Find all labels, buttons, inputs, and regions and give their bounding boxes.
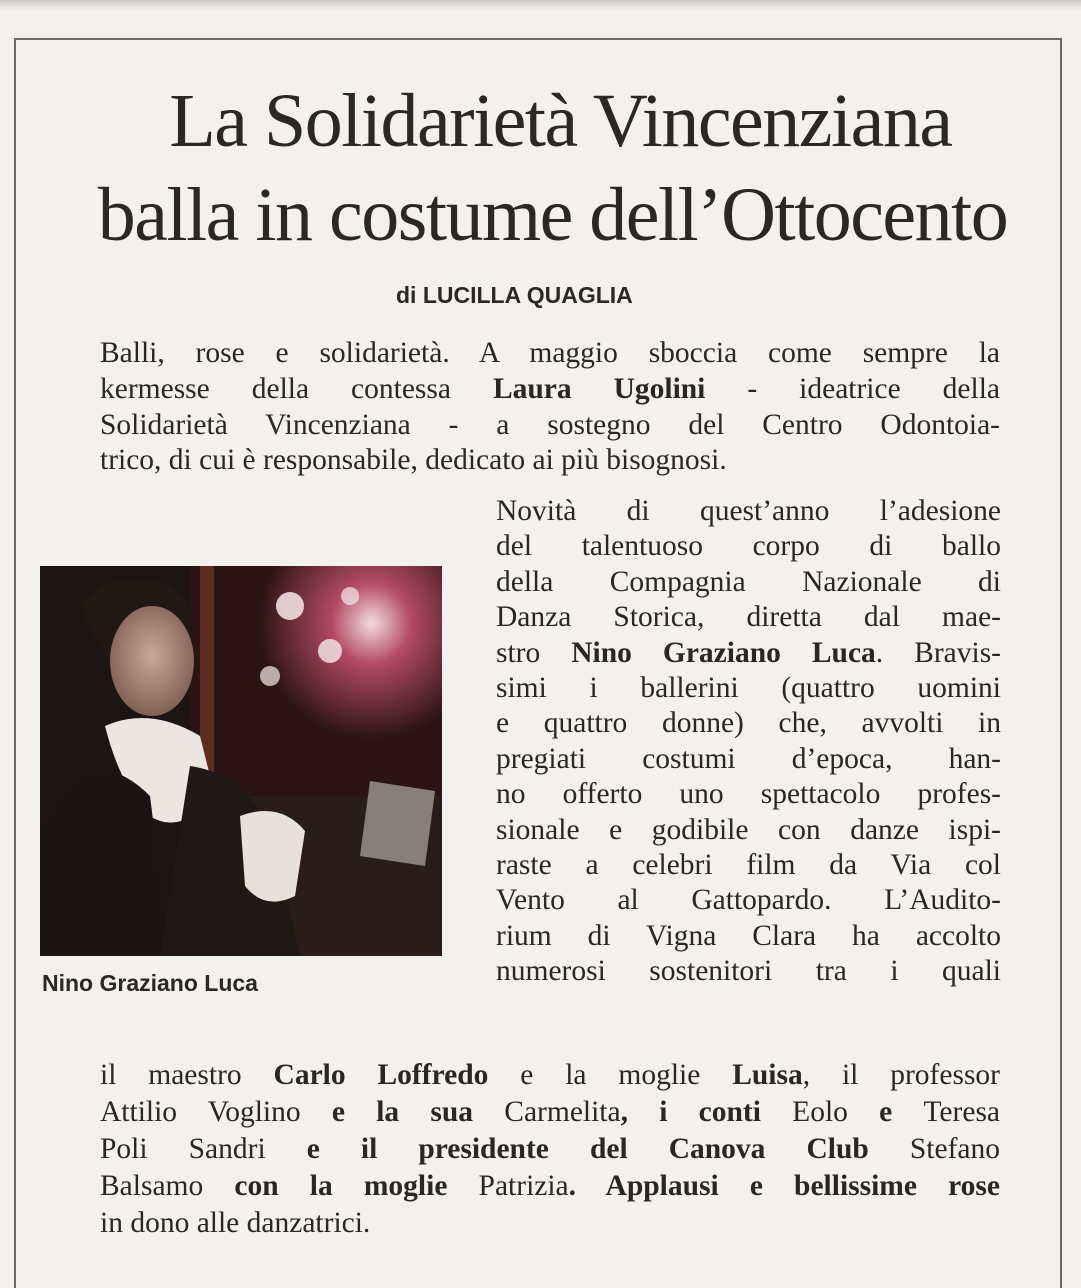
closing-line xyxy=(100,1169,1000,1206)
closing-line xyxy=(100,1132,1000,1169)
bold-name: Laura Ugolini xyxy=(492,372,706,405)
intro-line xyxy=(100,372,1000,408)
text-run: Solidarietà Vincenziana - a sostegno del Centro Odontoia- xyxy=(100,408,1000,441)
column-line xyxy=(496,565,1001,600)
intro-paragraph xyxy=(100,336,1000,479)
bold-name: Luisa xyxy=(732,1059,803,1091)
closing-line xyxy=(100,1058,1000,1095)
page-top-edge xyxy=(0,0,1081,10)
text-run: . Bravis- xyxy=(875,636,1002,669)
bold-name: . Applausi e bellissime rose xyxy=(568,1170,1000,1202)
text-run: raste a celebri film da Via col xyxy=(496,848,1001,881)
column-line xyxy=(496,777,1001,812)
text-run: Carmelita xyxy=(504,1096,621,1128)
text-run: Vento al Gattopardo. L’Audito- xyxy=(496,884,1001,917)
text-run: e la moglie xyxy=(488,1059,733,1091)
text-run: trico, di cui è responsabile, dedicato ai più bisognosi. xyxy=(100,444,727,477)
photo-caption: Nino Graziano Luca xyxy=(42,970,258,996)
portrait-image xyxy=(40,566,442,956)
intro-line xyxy=(100,408,1000,444)
column-line xyxy=(496,600,1001,635)
bold-name: e xyxy=(847,1096,924,1128)
bold-name: con la moglie xyxy=(203,1170,479,1202)
column-line xyxy=(496,706,1001,741)
bold-name: Nino Graziano Luca xyxy=(571,636,876,669)
column-line xyxy=(496,919,1001,954)
column-line xyxy=(496,883,1001,918)
text-run: simi i ballerini (quattro uomini xyxy=(496,671,1001,704)
text-run: Danza Storica, diretta dal mae- xyxy=(496,601,1001,634)
text-run: - ideatrice della xyxy=(705,372,1000,405)
closing-paragraph xyxy=(100,1058,1000,1243)
column-line xyxy=(496,813,1001,848)
headline-line-2: balla in costume dell’Ottocento xyxy=(97,173,1008,257)
text-run: Stefano xyxy=(909,1133,1000,1165)
text-run: della Compagnia Nazionale di xyxy=(496,565,1001,598)
text-run: sionale e godibile con danze ispi- xyxy=(496,813,1001,846)
text-run: pregiati costumi d’epoca, han- xyxy=(496,742,1001,775)
right-column-text xyxy=(496,494,1001,989)
text-run: Attilio Voglino xyxy=(100,1096,301,1128)
text-run: e quattro donne) che, avvolti in xyxy=(496,707,1001,740)
text-run: kermesse della contessa xyxy=(100,372,493,405)
column-line xyxy=(496,671,1001,706)
bold-name: , i conti xyxy=(620,1096,793,1128)
text-run: Poli Sandri xyxy=(100,1133,266,1165)
text-run: Eolo xyxy=(792,1096,848,1128)
byline: di LUCILLA QUAGLIA xyxy=(396,282,633,308)
text-run: numerosi sostenitori tra i quali xyxy=(496,955,1001,988)
intro-line xyxy=(100,336,1000,372)
text-run: Patrizia xyxy=(478,1170,569,1202)
column-line xyxy=(496,954,1001,989)
text-run: Balsamo xyxy=(100,1170,204,1202)
column-line xyxy=(496,494,1001,529)
text-run: in dono alle danzatrici. xyxy=(100,1207,371,1239)
bold-name: e la sua xyxy=(300,1096,505,1128)
column-line xyxy=(496,848,1001,883)
text-run: stro xyxy=(496,636,572,669)
intro-line xyxy=(100,443,1000,479)
column-line xyxy=(496,636,1001,671)
column-line xyxy=(496,742,1001,777)
text-run: rium di Vigna Clara ha accolto xyxy=(496,919,1001,952)
closing-line xyxy=(100,1095,1000,1132)
column-line xyxy=(496,529,1001,564)
bold-name: Carlo Loffredo xyxy=(273,1059,489,1091)
text-run: il maestro xyxy=(100,1059,274,1091)
text-run: Novità di quest’anno l’adesione xyxy=(496,495,1001,527)
photo-nino-graziano-luca xyxy=(40,566,442,956)
text-run: Balli, rose e solidarietà. A maggio sboccia come sempre la xyxy=(100,337,1000,369)
bold-name: e il presidente del Canova Club xyxy=(265,1133,910,1165)
text-run: Teresa xyxy=(923,1096,1001,1128)
headline-line-1: La Solidarietà Vincenziana xyxy=(169,79,952,163)
text-run: , il professor xyxy=(802,1059,1001,1091)
closing-line xyxy=(100,1206,1000,1243)
text-run: del talentuoso corpo di ballo xyxy=(496,530,1001,563)
text-run: no offerto uno spettacolo profes- xyxy=(496,778,1001,811)
